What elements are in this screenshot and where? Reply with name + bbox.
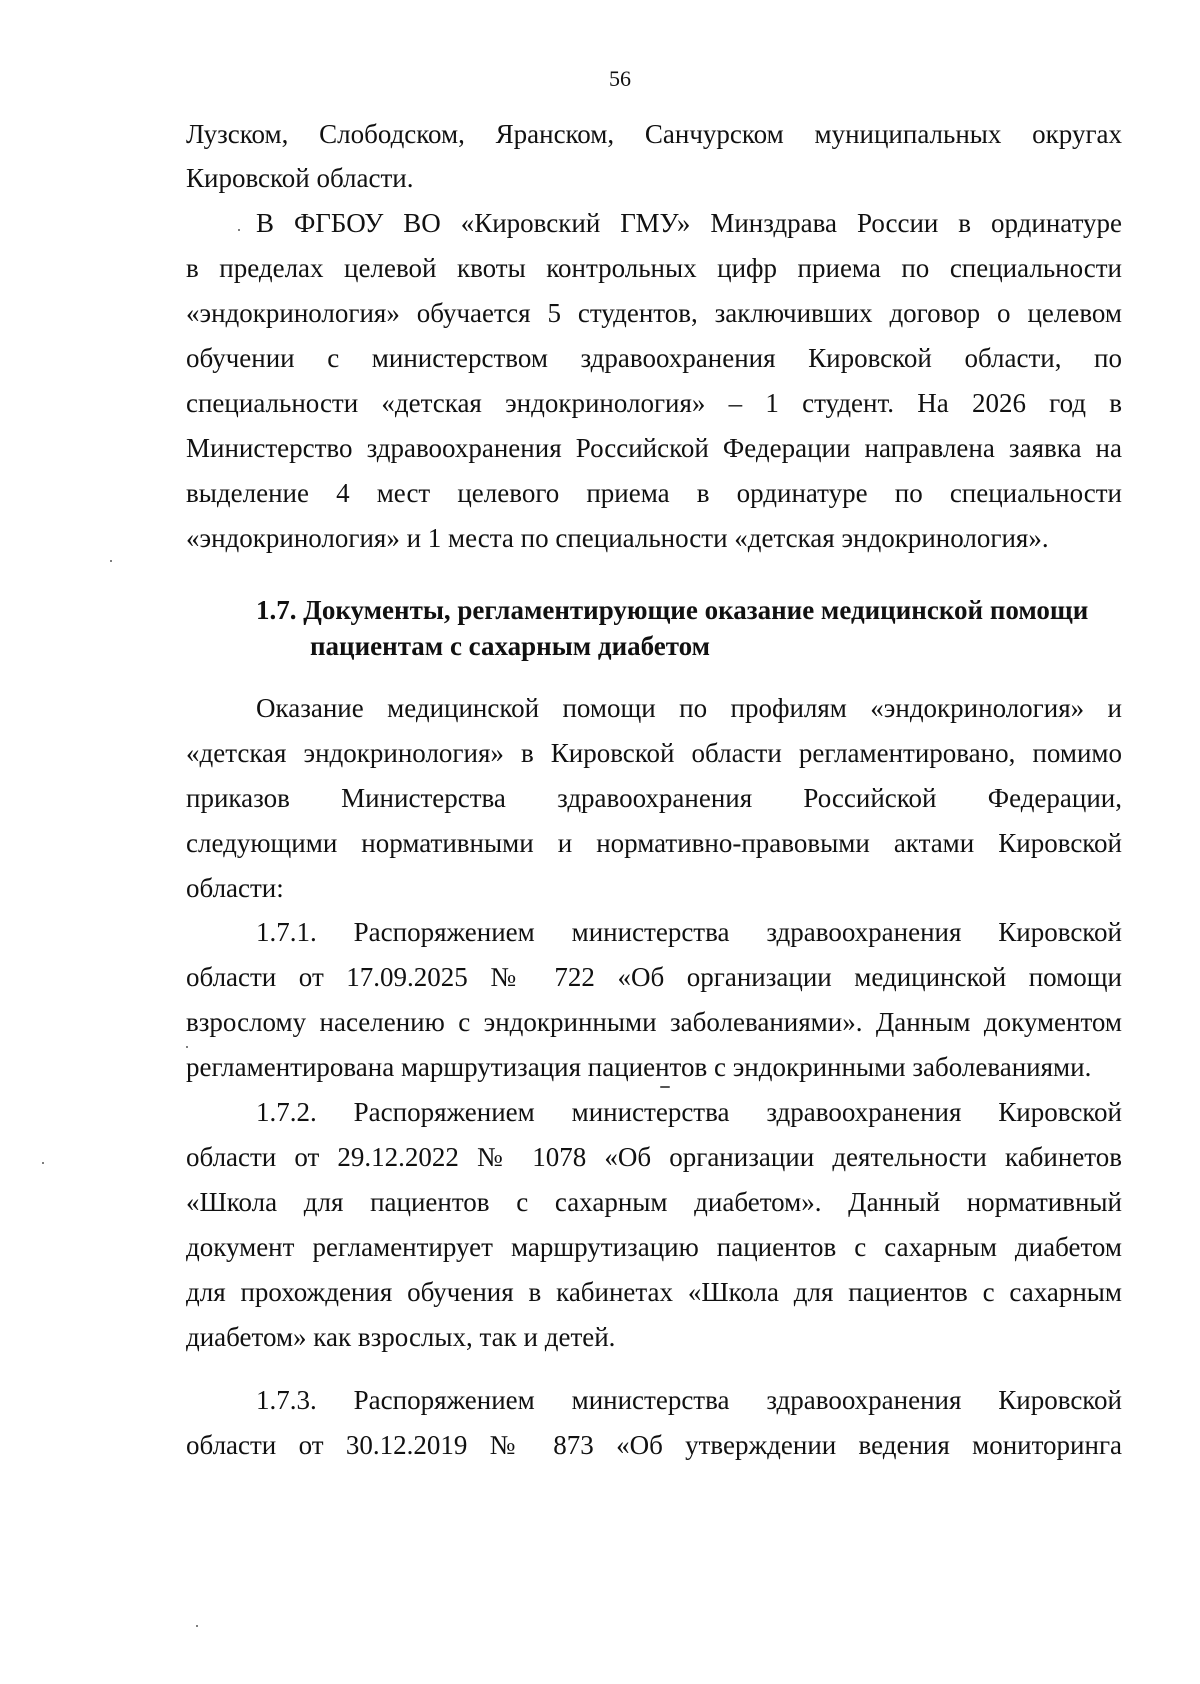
text-line: диабетом» как взрослых, так и детей. xyxy=(186,1322,616,1352)
text-line: «эндокринология» и 1 места по специальности «детская эндокринология». xyxy=(186,523,1049,553)
text-line: «Школа для пациентов с сахарным диабетом». Данный нормативный xyxy=(186,1187,1122,1217)
text-line: «детская эндокринология» в Кировской области регламентировано, помимо xyxy=(186,738,1122,768)
page-number: 56 xyxy=(609,66,631,91)
scan-speck xyxy=(42,1162,44,1164)
text-line: обучении с министерством здравоохранения Кировской области, по xyxy=(186,343,1122,373)
text-line: взрослому населению с эндокринными заболеваниями». Данным документом xyxy=(186,1007,1122,1037)
section-heading: 1.7. Документы, регламентирующие оказание медицинской помощи xyxy=(256,595,1089,625)
scan-speck xyxy=(110,560,112,562)
text-line: области: xyxy=(186,873,284,903)
text-line: для прохождения обучения в кабинетах «Школа для пациентов с сахарным xyxy=(186,1277,1122,1307)
text-line: 1.7.1. Распоряжением министерства здравоохранения Кировской xyxy=(256,917,1122,947)
text-line: выделение 4 мест целевого приема в ординатуре по специальности xyxy=(186,478,1122,508)
text-line: «эндокринология» обучается 5 студентов, заключивших договор о целевом xyxy=(186,298,1122,328)
text-line: области от 30.12.2019 № 873 «Об утверждении ведения мониторинга xyxy=(186,1430,1122,1460)
text-line: Министерство здравоохранения Российской Федерации направлена заявка на xyxy=(186,433,1122,463)
text-line: области от 17.09.2025 № 722 «Об организации медицинской помощи xyxy=(186,962,1122,992)
text-line: документ регламентирует маршрутизацию пациентов с сахарным диабетом xyxy=(186,1232,1122,1262)
text-line: в пределах целевой квоты контрольных цифр приема по специальности xyxy=(186,253,1122,283)
text-line: приказов Министерства здравоохранения Российской Федерации, xyxy=(186,783,1122,813)
scan-speck xyxy=(660,1086,670,1088)
text-line: Лузском, Слободском, Яранском, Санчурском муниципальных округах xyxy=(186,119,1122,149)
text-line: специальности «детская эндокринология» – 1 студент. На 2026 год в xyxy=(186,388,1122,418)
scan-speck xyxy=(196,1625,198,1627)
text-line: Кировской области. xyxy=(186,163,414,193)
text-line: области от 29.12.2022 № 1078 «Об организации деятельности кабинетов xyxy=(186,1142,1122,1172)
scan-speck xyxy=(238,229,240,231)
text-line: 1.7.2. Распоряжением министерства здравоохранения Кировской xyxy=(256,1097,1122,1127)
text-line: 1.7.3. Распоряжением министерства здравоохранения Кировской xyxy=(256,1385,1122,1415)
section-heading-continued: пациентам с сахарным диабетом xyxy=(310,631,711,661)
text-line: В ФГБОУ ВО «Кировский ГМУ» Минздрава России в ординатуре xyxy=(256,208,1122,238)
text-line: следующими нормативными и нормативно-правовыми актами Кировской xyxy=(186,828,1122,858)
text-line: регламентирована маршрутизация пациентов с эндокринными заболеваниями. xyxy=(186,1052,1092,1082)
text-line: Оказание медицинской помощи по профилям «эндокринология» и xyxy=(256,693,1122,723)
scan-speck xyxy=(186,1046,188,1048)
